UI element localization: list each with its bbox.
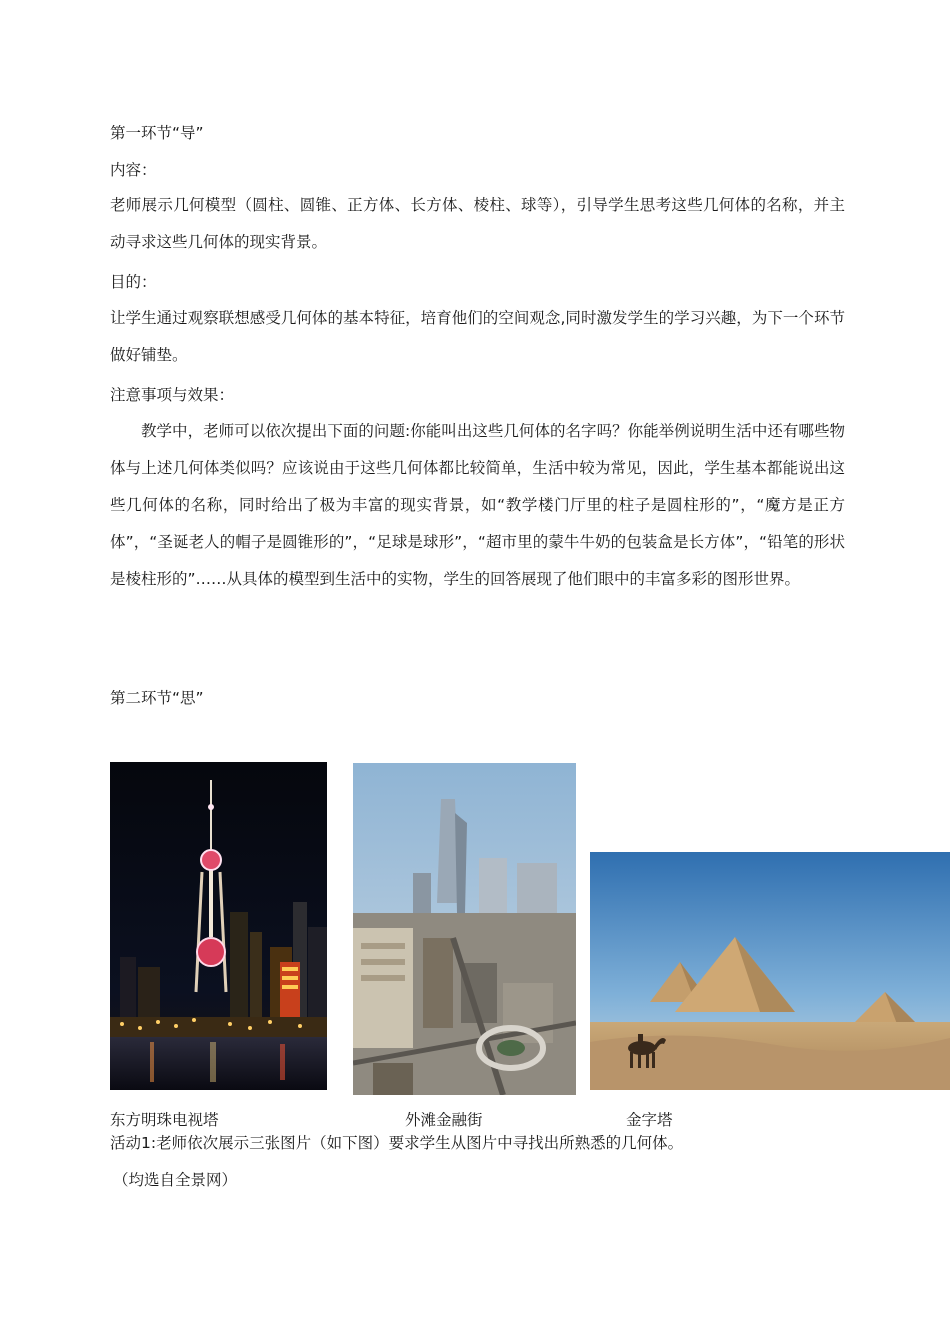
activity-source: （均选自全景网） bbox=[113, 1171, 238, 1189]
section1-heading: 第一环节“导” bbox=[110, 124, 204, 142]
activity-text: 活动1:老师依次展示三张图片（如下图）要求学生从图片中寻找出所熟悉的几何体。 bbox=[110, 1134, 684, 1152]
pyramids-photo bbox=[590, 852, 950, 1090]
section2-heading: 第二环节“思” bbox=[110, 689, 204, 707]
caption-financial-district: 外滩金融街 bbox=[405, 1111, 483, 1129]
caption-pyramids: 金字塔 bbox=[626, 1111, 673, 1129]
content-paragraph: 老师展示几何模型（圆柱、圆锥、正方体、长方体、棱柱、球等），引导学生思考这些几何体的名称，并主动寻求这些几何体的现实背景。 bbox=[110, 196, 845, 251]
notes-paragraph: 教学中，老师可以依次提出下面的问题:你能叫出这些几何体的名字吗？你能举例说明生活中还有哪些物体与上述几何体类似吗？应该说由于这些几何体都比较简单，生活中较为常见，因此，学生基本都能说出这些几何体的名称，同时给出了极为丰富的现实背景，如“教学楼门厅里的柱子是圆柱形的”，“魔方是正方体”，“圣诞老人的帽子是圆锥形的”，“足球是球形”，“超市里的蒙牛牛奶的包装盒是长方体”，“铅笔的形状是棱柱形的”……从具体的模型到生活中的实物，学生的回答展现了他们眼中的丰富多彩的图形世界。 bbox=[110, 422, 845, 588]
purpose-label: 目的： bbox=[110, 273, 157, 291]
oriental-pearl-tower-photo bbox=[110, 762, 327, 1090]
purpose-paragraph: 让学生通过观察联想感受几何体的基本特征，培育他们的空间观念,同时激发学生的学习兴趣，为下一个环节做好铺垫。 bbox=[110, 309, 845, 364]
content-label: 内容： bbox=[110, 161, 157, 179]
notes-label: 注意事项与效果： bbox=[110, 386, 235, 404]
lujiazui-financial-district-photo bbox=[353, 763, 576, 1095]
caption-oriental-pearl-tower: 东方明珠电视塔 bbox=[110, 1111, 219, 1129]
